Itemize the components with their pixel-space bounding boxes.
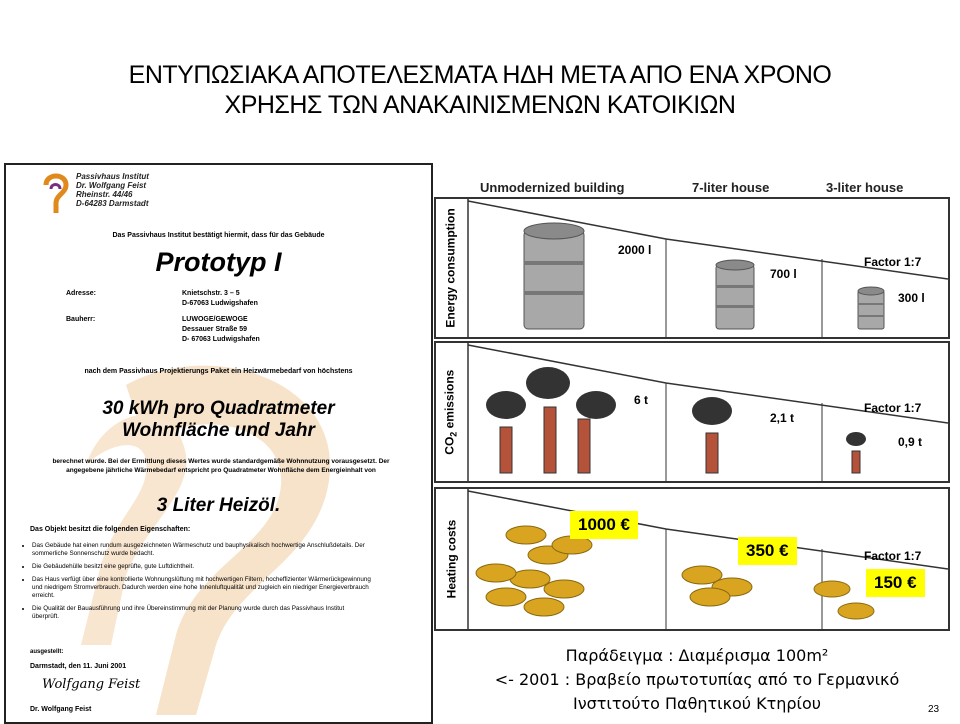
heating-cost-3-liter-badge: 150 € — [866, 569, 925, 597]
caption-line-2: <- 2001 : Βραβείο πρωτοτυπίας από το Γερμανικό — [494, 670, 900, 689]
chimney-icon — [692, 397, 732, 473]
co2-factor: Factor 1:7 — [864, 401, 922, 415]
bauherr-line: LUWOGE/GEWOGE — [182, 316, 248, 323]
panel-energy-consumption — [434, 197, 950, 339]
adresse-line: Knietschstr. 3 – 5 — [182, 290, 240, 297]
certificate-liter: 3 Liter Heizöl. — [156, 495, 281, 516]
passivhaus-logo-icon — [42, 171, 70, 215]
list-item: • Das Haus verfügt über eine kontrollierte Wohnungslüftung mit hochwertigen Filtern, hocheffizienter Wärmerückgewinnung und niedrigem Stromverbrauch. Dadurch werden eine hohe Innenluftqualität und zugleich ein niedriger Energieverbrauch erreicht. — [32, 576, 372, 600]
chimney-small-icon — [846, 432, 866, 473]
co2-value-unmodernized: 6 t — [634, 393, 649, 407]
energy-factor: Factor 1:7 — [864, 255, 922, 269]
certificate-signer: Dr. Wolfgang Feist — [30, 706, 92, 713]
certificate-date: Darmstadt, den 11. Juni 2001 — [30, 663, 127, 670]
slide-title-line-2: ΧΡΗΣΗΣ ΤΩΝ ΑΝΑΚΑΙΝΙΣΜΕΝΩΝ ΚΑΤΟΙΚΙΩΝ — [224, 91, 736, 119]
energy-value-3-liter: 300 l — [898, 291, 925, 305]
caption-line-3: Ινστιτούτο Παθητικού Κτηρίου — [572, 694, 822, 713]
page-number: 23 — [928, 704, 940, 715]
co2-value-7-liter: 2,1 t — [770, 411, 795, 425]
row-label-heating — [436, 489, 466, 629]
certificate-objekt-heading: Das Objekt besitzt die folgenden Eigenschaften: — [30, 526, 191, 533]
column-header-7-liter: 7-liter house — [692, 180, 770, 195]
row-label-heating-text: Heating costs — [444, 519, 458, 599]
certificate-nach-text: nach dem Passivhaus Projektierungs Paket ein Heizwärmebedarf von höchstens — [84, 368, 353, 375]
coin-stacks-small-icon — [814, 581, 874, 619]
row-label-co2-text — [443, 369, 459, 454]
coin-stacks-large-icon — [476, 526, 592, 616]
oil-barrel-large-icon — [524, 223, 584, 329]
bauherr-line: Dessauer Straße 59 — [182, 326, 247, 333]
certificate-paragraph: berechnet wurde. Bei der Ermittlung dieses Wertes wurde standardgemäße Wohnnutzung vorausgesetzt. Der angegebene jährliche Wärmebedarf entspricht pro Quadratmeter Wohnfläche dem Energieinhalt von — [52, 458, 390, 474]
row-label-energy — [436, 199, 466, 337]
adresse-label: Adresse: — [66, 290, 96, 297]
row-label-co2 — [436, 343, 466, 481]
signature-text: Wolfgang Feist — [42, 677, 141, 692]
institute-line: Rheinstr. 44/46 — [76, 190, 133, 199]
energy-value-unmodernized: 2000 l — [618, 243, 652, 257]
certificate-intro: Das Passivhaus Institut bestätigt hiermit, dass für das Gebäude — [112, 232, 325, 239]
oil-barrel-small-icon — [858, 287, 884, 329]
passivhaus-certificate — [4, 163, 433, 724]
institute-line: Passivhaus Institut — [76, 172, 149, 181]
heating-cost-unmodernized-badge: 1000 € — [570, 511, 638, 539]
column-header-unmodernized: Unmodernized building — [480, 180, 625, 195]
certificate-kwh — [6, 398, 431, 442]
panel-heating-costs — [434, 487, 950, 631]
row-label-energy-text: Energy consumption — [444, 208, 458, 328]
coin-stacks-medium-icon — [682, 566, 752, 606]
panel-co2-emissions — [434, 341, 950, 483]
caption-line-1: Παράδειγμα : Διαμέρισμα 100m² — [565, 646, 829, 665]
list-item: • Das Gebäude hat einen rundum ausgezeichneten Wärmeschutz und bauphysikalisch hochwertige Anschlußdetails. Der sommerliche Sonnenschutz wurde bedacht. — [32, 542, 372, 558]
co2-label-suffix: emissions — [442, 369, 457, 432]
co2-label-prefix: CO — [442, 436, 457, 455]
certificate-properties-list — [18, 542, 372, 626]
slide-title — [0, 60, 960, 120]
list-item: • Die Qualität der Bauausführung und ihre Übereinstimmung mit der Planung wurde durch das Passivhaus Institut überprüft. — [32, 605, 372, 621]
chimney-icon — [526, 367, 570, 473]
chimney-icon — [486, 391, 526, 473]
co2-value-3-liter: 0,9 t — [898, 435, 923, 449]
certificate-heading: Prototyp I — [155, 247, 282, 277]
handwritten-signature — [42, 677, 140, 692]
oil-barrel-medium-icon — [716, 260, 754, 329]
bauherr-line: D- 67063 Ludwigshafen — [182, 336, 260, 343]
heating-factor: Factor 1:7 — [864, 549, 922, 563]
bauherr-value — [182, 315, 260, 345]
adresse-value — [182, 289, 258, 309]
slide-title-line-1: ΕΝΤΥΠΩΣΙΑΚΑ ΑΠΟΤΕΛΕΣΜΑΤΑ ΗΔΗ ΜΕΤΑ ΑΠΟ ΕΝΑ ΧΡΟΝΟ — [128, 61, 832, 89]
institute-address — [76, 172, 149, 208]
co2-label-subscript: 2 — [449, 431, 460, 437]
chimney-icon — [576, 391, 616, 473]
institute-line: Dr. Wolfgang Feist — [76, 181, 147, 190]
heating-cost-7-liter-badge: 350 € — [738, 537, 797, 565]
list-item: • Die Gebäudehülle besitzt eine geprüfte, gute Luftdichtheit. — [32, 563, 372, 571]
kwh-line-2: Wohnfläche und Jahr — [122, 420, 315, 441]
certificate-issued-label: ausgestellt: — [30, 649, 64, 655]
bauherr-label: Bauherr: — [66, 316, 96, 323]
institute-line: D-64283 Darmstadt — [76, 199, 149, 208]
kwh-line-1: 30 kWh pro Quadratmeter — [102, 398, 335, 419]
energy-value-7-liter: 700 l — [770, 267, 797, 281]
adresse-line: D-67063 Ludwigshafen — [182, 300, 258, 307]
column-header-3-liter: 3-liter house — [826, 180, 904, 195]
